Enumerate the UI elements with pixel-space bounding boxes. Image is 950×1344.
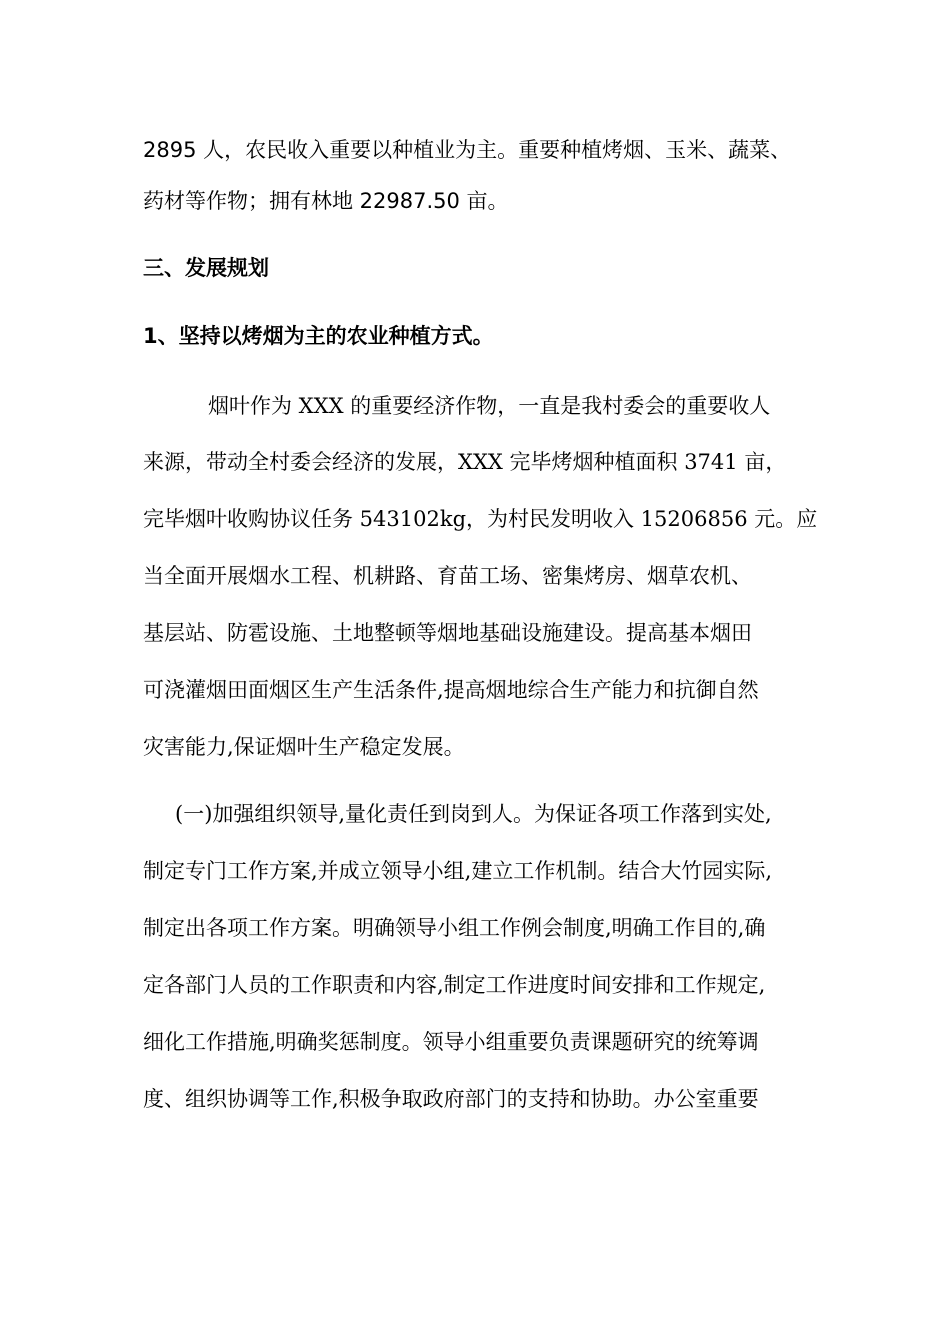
section-heading: 三、发展规划 [143,256,269,280]
organization-paragraph-line: (一)加强组织领导,量化责任到岗到人。为保证各项工作落到实处, [175,802,772,826]
tobacco-paragraph-line: 完毕烟叶收购协议任务 543102kg，为村民发明收入 15206856 元。应 [143,507,818,531]
organization-paragraph-line: 定各部门人员的工作职责和内容,制定工作进度时间安排和工作规定, [143,973,766,997]
tobacco-paragraph-line: 来源，带动全村委会经济的发展，XXX 完毕烤烟种植面积 3741 亩， [143,450,787,474]
tobacco-paragraph-line: 灾害能力,保证烟叶生产稳定发展。 [143,735,465,759]
intro-paragraph-line: 2895 人，农民收入重要以种植业为主。重要种植烤烟、玉米、蔬菜、 [143,138,792,162]
tobacco-paragraph-line: 当全面开展烟水工程、机耕路、育苗工场、密集烤房、烟草农机、 [143,564,752,588]
organization-paragraph-line: 制定出各项工作方案。明确领导小组工作例会制度,明确工作目的,确 [143,916,766,940]
organization-paragraph-line: 度、组织协调等工作,积极争取政府部门的支持和协助。办公室重要 [143,1087,759,1111]
tobacco-paragraph-line: 烟叶作为 XXX 的重要经济作物，一直是我村委会的重要收人 [208,394,771,418]
organization-paragraph-line: 制定专门工作方案,并成立领导小组,建立工作机制。结合大竹园实际, [143,859,773,883]
intro-paragraph-line: 药材等作物；拥有林地 22987.50 亩。 [143,189,509,213]
tobacco-paragraph-line: 可浇灌烟田面烟区生产生活条件,提高烟地综合生产能力和抗御自然 [143,678,759,702]
organization-paragraph-line: 细化工作措施,明确奖惩制度。领导小组重要负责课题研究的统筹调 [143,1030,759,1054]
tobacco-paragraph-line: 基层站、防雹设施、土地整顿等烟地基础设施建设。提高基本烟田 [143,621,752,645]
subsection-heading: 1、坚持以烤烟为主的农业种植方式。 [143,324,494,348]
